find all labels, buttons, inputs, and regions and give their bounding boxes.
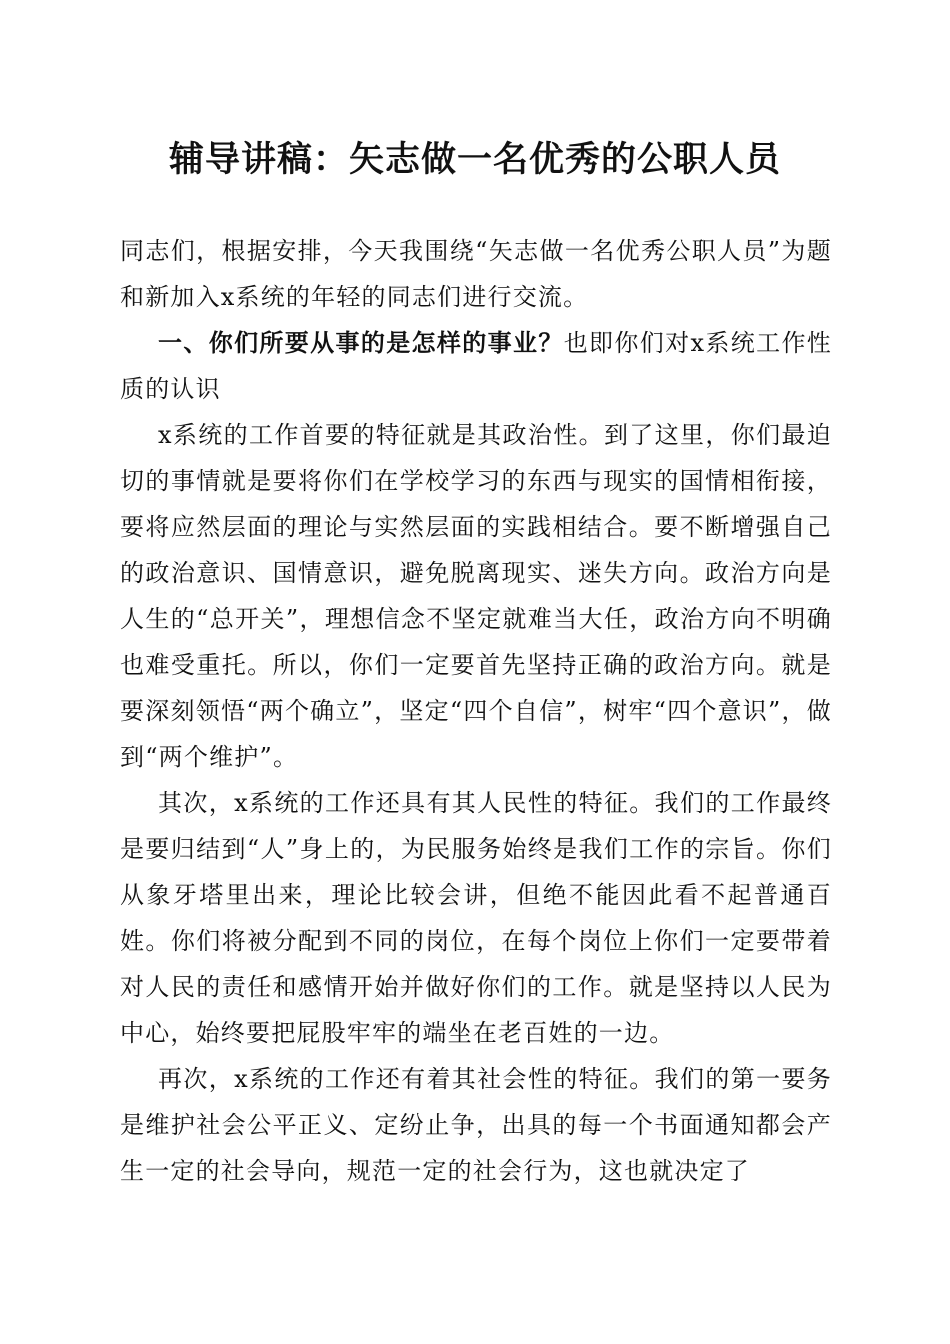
section-heading-lead: 一、你们所要从事的是怎样的事业？: [158, 329, 564, 357]
paragraph-text: x系统的工作首要的特征就是其政治性。到了这里，你们最迫切的事情就是要将你们在学校学习的东西与现实的国情相衔接，要将应然层面的理论与实然层面的实践相结合。要不断增强自己的政治意识、国情意识，避免脱离现实、迷失方向。政治方向是人生的“总开关”，理想信念不坚定就难当大任，政治方向不明确也难受重托。所以，你们一定要首先坚持正确的政治方向。就是要深刻领悟“两个确立”，坚定“四个自信”，树牢“四个意识”，做到“两个维护”。: [120, 421, 832, 771]
paragraph-political: [120, 412, 832, 780]
paragraph-text: 同志们，根据安排，今天我围绕“矢志做一名优秀公职人员”为题和新加入x系统的年轻的同志们进行交流。: [120, 237, 832, 311]
paragraph-social: [120, 1056, 832, 1194]
paragraph-people: [120, 780, 832, 1056]
document-title: 辅导讲稿：矢志做一名优秀的公职人员: [168, 140, 781, 180]
paragraph-text: 其次，x系统的工作还具有其人民性的特征。我们的工作最终是要归结到“人”身上的，为民服务始终是我们工作的宗旨。你们从象牙塔里出来，理论比较会讲，但绝不能因此看不起普通百姓。你们将被分配到不同的岗位，在每个岗位上你们一定要带着对人民的责任和感情开始并做好你们的工作。就是坚持以人民为中心，始终要把屁股牢牢的端坐在老百姓的一边。: [120, 789, 832, 1047]
document-body: [120, 228, 832, 1194]
paragraph-greeting: [120, 228, 832, 320]
section-heading-rest: 也即你们对x系统工作性质的认识: [120, 329, 832, 403]
section-heading-1: [120, 320, 832, 412]
paragraph-text: 再次，x系统的工作还有着其社会性的特征。我们的第一要务是维护社会公平正义、定纷止争，出具的每一个书面通知都会产生一定的社会导向，规范一定的社会行为，这也就决定了: [120, 1065, 832, 1185]
